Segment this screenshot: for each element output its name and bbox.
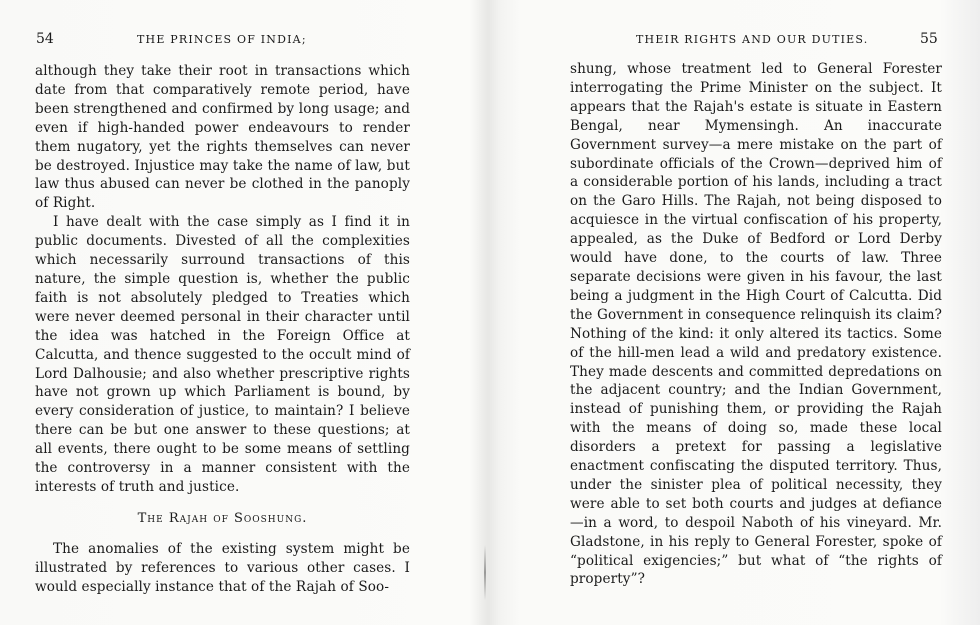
running-head: THEIR RIGHTS AND OUR DUTIES.	[636, 33, 869, 46]
page-number: 54	[36, 31, 54, 47]
paragraph: I have dealt with the case simply as I find it in public documents. Divested of all the complexities which necessarily surround transactions of this nature, the simple question is, whether the public faith is not absolutely pledged to Treaties which were never deemed personal in their character until the idea was hatched in the Foreign Office at Calcutta, and thence suggested to the occult mind of Lord Dalhousie; and also whether prescriptive rights have not grown up which Parliament is bound, by every consideration of justice, to maintain? I believe there can be but one answer to these questions; at all events, there ought to be some means of settling the controversy in a manner consistent with the interests of truth and justice.	[35, 214, 410, 495]
running-head: THE PRINCES OF INDIA;	[137, 33, 307, 46]
paragraph: shung, whose treatment led to General Forester interrogating the Prime Minister on the subject. It appears that the Rajah's estate is situate in Eastern Bengal, near Mymensingh. An inaccurate Government survey—a mere mistake on the part of subordinate officials of the Crown—deprived him of a considerable portion of his lands, including a tract on the Garo Hills. The Rajah, not being disposed to acquiesce in the virtual confiscation of his property, appealed, as the Duke of Bedford or Lord Derby would have done, to the courts of law. Three separate decisions were given in his favour, the last being a judgment in the High Court of Calcutta. Did the Government in consequence relinquish its claim? Nothing of the kind: it only altered its tactics. Some of the hill-men lead a wild and predatory existence. They made descents and committed depredations on the adjacent country; and the Indian Government, instead of punishing them, or providing the Rajah with the means of doing so, made these local disorders a pretext for passing a legislative enactment confiscating the disputed territory. Thus, under the sinister plea of political necessity, they were able to set both courts and judges at defiance—in a word, to despoil Naboth of his vineyard. Mr. Gladstone, in his reply to General Forester, spoke of “political exigencies;” but what of “the rights of property”?	[570, 61, 942, 588]
section-title: The Rajah of Sooshung.	[137, 510, 308, 526]
right-body-text	[570, 60, 942, 589]
left-body-text	[35, 62, 410, 596]
paragraph: although they take their root in transactions which date from that comparatively remote period, have been strengthened and confirmed by long usage; and even if high-handed power endeavours to render them nugatory, yet the rights themselves can never be destroyed. Injustice may take the name of law, but law thus abused can never be clothed in the panoply of Right.	[35, 63, 410, 212]
right-page	[490, 0, 980, 625]
page-number: 55	[920, 31, 938, 47]
gutter-shadow	[484, 545, 486, 600]
left-page	[0, 0, 480, 625]
paragraph: The anomalies of the existing system might be illustrated by references to various other cases. I would especially instance that of the Rajah of Soo-	[35, 540, 410, 595]
